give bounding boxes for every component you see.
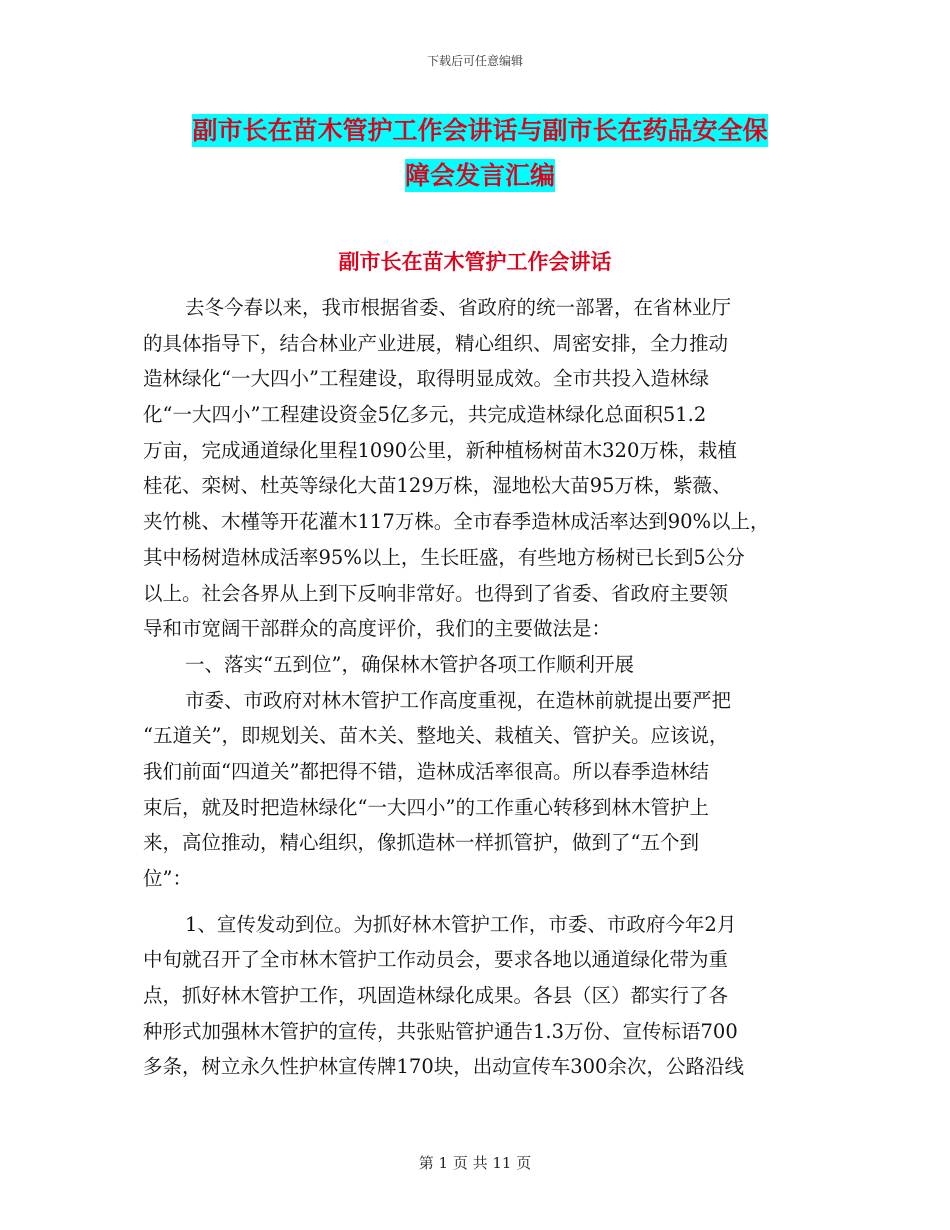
body-text [143,290,815,1085]
body-line: 化“一大四小”工程建设资金5亿多元，共完成造林绿化总面积51.2 [143,403,707,427]
title-line-1: 副市长在苗木管护工作会讲话与副市长在药品安全保 [192,116,768,145]
body-line: 1、宣传发动到位。为抓好林木管护工作，市委、市政府今年2月 [185,912,737,936]
body-line: 造林绿化“一大四小”工程建设，取得明显成效。全市共投入造林绿 [143,367,709,391]
body-line: 多条，树立永久性护林宣传牌170块，出动宣传车300余次，公路沿线 [143,1055,744,1079]
body-line: 来，高位推动，精心组织，像抓造林一样抓管护，做到了“五个到 [143,831,699,855]
body-line: 我们前面“四道关”都把得不错，造林成活率很高。所以春季造林结 [143,759,709,783]
body-line: 种形式加强林木管护的宣传，共张贴管护通告1.3万份、宣传标语700 [143,1019,738,1043]
title-line-2: 障会发言汇编 [404,161,555,190]
page-number: 第 1 页 共 11 页 [418,1154,532,1172]
document-title [140,108,820,198]
body-line: 夹竹桃、木槿等开花灌木117万株。全市春季造林成活率达到90%以上， [143,510,770,534]
body-line: 导和市宽阔干部群众的高度评价，我们的主要做法是： [143,617,612,641]
body-line: 桂花、栾树、杜英等绿化大苗129万株，湿地松大苗95万株，紫薇、 [143,474,732,498]
body-line: 市委、市政府对林木管护工作高度重视，在造林前就提出要严把 [185,688,732,712]
body-line: 以上。社会各界从上到下反响非常好。也得到了省委、省政府主要领 [143,581,729,605]
body-line: “五道关”，即规划关、苗木关、整地关、栽植关、管护关。应该说， [143,724,729,748]
body-line: 万亩，完成通道绿化里程1090公里，新种植杨树苗木320万株，栽植 [143,438,737,462]
body-line: 的具体指导下，结合林业产业进展，精心组织、周密安排，全力推动 [143,331,729,355]
body-line: 去冬今春以来，我市根据省委、省政府的统一部署，在省林业厅 [185,296,732,319]
section-title: 副市长在苗木管护工作会讲话 [338,250,612,274]
body-line: 其中杨树造林成活率95%以上，生长旺盛，有些地方杨树已长到5公分 [143,545,745,569]
header-note: 下载后可任意编辑 [426,54,523,68]
body-line: 中旬就召开了全市林木管护工作动员会，要求各地以通道绿化带为重 [143,948,729,972]
body-line: 束后，就及时把造林绿化“一大四小”的工作重心转移到林木管护上 [143,795,709,819]
section-heading-1: 一、落实“五到位”，确保林木管护各项工作顺利开展 [185,652,634,676]
body-line: 点，抓好林木管护工作，巩固造林绿化成果。各县（区）都实行了各 [143,984,729,1008]
body-line: 位”： [143,867,192,890]
